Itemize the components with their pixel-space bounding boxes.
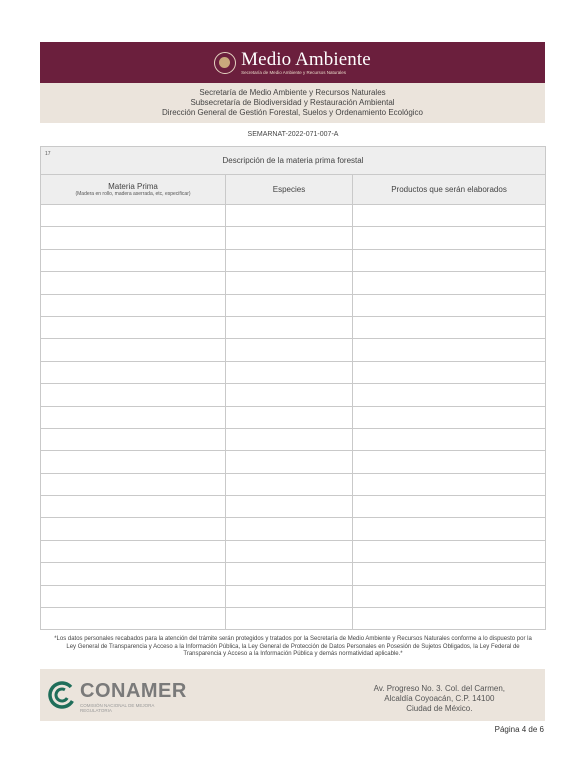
table-row xyxy=(41,563,546,585)
column-header-materia-prima xyxy=(41,175,226,205)
table-row xyxy=(41,249,546,271)
conamer-logo-icon xyxy=(48,681,76,709)
table-row xyxy=(41,294,546,316)
address-line: Av. Progreso No. 3. Col. del Carmen, xyxy=(373,684,505,693)
table-row xyxy=(41,608,546,630)
table-row xyxy=(41,205,546,227)
cell-productos[interactable] xyxy=(353,272,546,294)
table-row xyxy=(41,428,546,450)
cell-especies[interactable] xyxy=(226,451,353,473)
cell-productos[interactable] xyxy=(353,563,546,585)
privacy-notice: *Los datos personales recabados para la atención del trámite serán protegidos y tratados por la Secretaría de Medio Ambiente y Recursos Naturales conforme a lo dispuesto por la Ley General de Transparencia y Acceso a la Información Pública, la Ley General de Protección de Datos Personales en Posesión de Sujetos Obligados, la Ley Federal de Transparencia y Acceso a la Información Pública y demás normatividad aplicable.* xyxy=(54,636,532,658)
column-header-productos: Productos que serán elaborados xyxy=(353,175,546,205)
column-header-label: Materia Prima xyxy=(108,182,158,191)
cell-productos[interactable] xyxy=(353,608,546,630)
table-row xyxy=(41,384,546,406)
cell-especies[interactable] xyxy=(226,608,353,630)
cell-materia-prima[interactable] xyxy=(41,272,226,294)
cell-especies[interactable] xyxy=(226,294,353,316)
brand-subtitle: Secretaría de Medio Ambiente y Recursos Naturales xyxy=(241,69,346,75)
raw-material-table xyxy=(40,146,545,630)
cell-materia-prima[interactable] xyxy=(41,339,226,361)
cell-productos[interactable] xyxy=(353,518,546,540)
cell-materia-prima[interactable] xyxy=(41,473,226,495)
cell-materia-prima[interactable] xyxy=(41,249,226,271)
address-line: Ciudad de México. xyxy=(406,704,473,713)
section-number: 17 xyxy=(45,151,51,157)
brand-name: Medio Ambiente xyxy=(241,48,371,70)
cell-productos[interactable] xyxy=(353,428,546,450)
table-title-row xyxy=(41,147,546,175)
agency-line: Dirección General de Gestión Forestal, Suelos y Ordenamiento Ecológico xyxy=(161,108,424,117)
table-row xyxy=(41,473,546,495)
cell-especies[interactable] xyxy=(226,361,353,383)
cell-especies[interactable] xyxy=(226,473,353,495)
agency-line: Secretaría de Medio Ambiente y Recursos Naturales xyxy=(199,88,386,97)
cell-especies[interactable] xyxy=(226,316,353,338)
cell-especies[interactable] xyxy=(226,585,353,607)
table-row xyxy=(41,540,546,562)
cell-productos[interactable] xyxy=(353,316,546,338)
cell-materia-prima[interactable] xyxy=(41,563,226,585)
table-row xyxy=(41,339,546,361)
cell-especies[interactable] xyxy=(226,227,353,249)
cell-productos[interactable] xyxy=(353,227,546,249)
cell-especies[interactable] xyxy=(226,496,353,518)
cell-materia-prima[interactable] xyxy=(41,540,226,562)
footer xyxy=(40,669,545,721)
footer-address xyxy=(374,684,505,714)
cell-productos[interactable] xyxy=(353,384,546,406)
cell-productos[interactable] xyxy=(353,249,546,271)
cell-materia-prima[interactable] xyxy=(41,406,226,428)
cell-especies[interactable] xyxy=(226,272,353,294)
cell-especies[interactable] xyxy=(226,384,353,406)
cell-materia-prima[interactable] xyxy=(41,361,226,383)
table-row xyxy=(41,227,546,249)
cell-materia-prima[interactable] xyxy=(41,384,226,406)
cell-especies[interactable] xyxy=(226,518,353,540)
cell-productos[interactable] xyxy=(353,451,546,473)
cell-materia-prima[interactable] xyxy=(41,496,226,518)
table-title: Descripción de la materia prima forestal xyxy=(222,156,364,165)
cell-productos[interactable] xyxy=(353,473,546,495)
agency-line: Subsecretaría de Biodiversidad y Restauración Ambiental xyxy=(190,98,395,107)
cell-materia-prima[interactable] xyxy=(41,205,226,227)
brand-logo xyxy=(241,50,371,76)
header-banner xyxy=(40,42,545,83)
cell-especies[interactable] xyxy=(226,540,353,562)
conamer-logo-text: CONAMER xyxy=(80,680,187,702)
table-row xyxy=(41,585,546,607)
cell-materia-prima[interactable] xyxy=(41,451,226,473)
table-row xyxy=(41,272,546,294)
table-row xyxy=(41,496,546,518)
table-row xyxy=(41,361,546,383)
cell-especies[interactable] xyxy=(226,563,353,585)
cell-productos[interactable] xyxy=(353,361,546,383)
cell-productos[interactable] xyxy=(353,406,546,428)
cell-materia-prima[interactable] xyxy=(41,227,226,249)
cell-especies[interactable] xyxy=(226,428,353,450)
cell-especies[interactable] xyxy=(226,205,353,227)
cell-productos[interactable] xyxy=(353,496,546,518)
cell-productos[interactable] xyxy=(353,540,546,562)
table-row xyxy=(41,518,546,540)
cell-especies[interactable] xyxy=(226,339,353,361)
form-code: SEMARNAT-2022-071-007-A xyxy=(247,131,339,138)
column-header-hint: (Madera en rollo, madera aserrada, etc, especificar) xyxy=(75,191,191,197)
cell-materia-prima[interactable] xyxy=(41,316,226,338)
table-row xyxy=(41,451,546,473)
table-row xyxy=(41,406,546,428)
cell-productos[interactable] xyxy=(353,585,546,607)
page-number: Página 4 de 6 xyxy=(494,725,544,734)
agency-subheader xyxy=(40,83,545,123)
conamer-logo-subtitle: COMISIÓN NACIONAL DE MEJORA REGULATORIA xyxy=(80,703,155,713)
cell-especies[interactable] xyxy=(226,249,353,271)
cell-materia-prima[interactable] xyxy=(41,608,226,630)
cell-productos[interactable] xyxy=(353,339,546,361)
government-seal-icon xyxy=(214,52,236,74)
cell-productos[interactable] xyxy=(353,294,546,316)
cell-materia-prima[interactable] xyxy=(41,585,226,607)
table-row xyxy=(41,316,546,338)
cell-especies[interactable] xyxy=(226,406,353,428)
cell-materia-prima[interactable] xyxy=(41,518,226,540)
table-header-row xyxy=(41,175,546,205)
cell-materia-prima[interactable] xyxy=(41,294,226,316)
address-line: Alcaldía Coyoacán, C.P. 14100 xyxy=(384,694,495,703)
cell-productos[interactable] xyxy=(353,205,546,227)
column-header-especies: Especies xyxy=(226,175,353,205)
cell-materia-prima[interactable] xyxy=(41,428,226,450)
